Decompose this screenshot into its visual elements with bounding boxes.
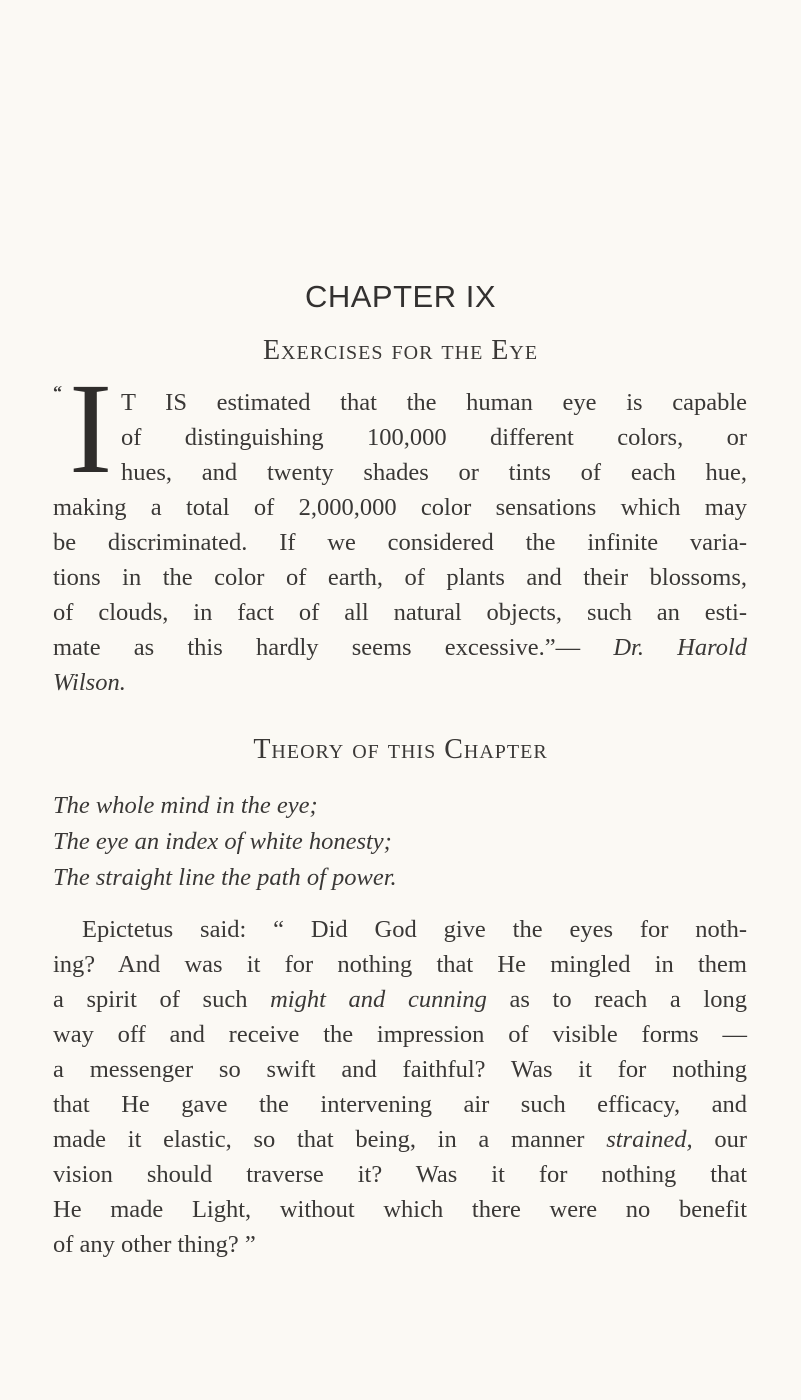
body-line-text: made it elastic, so that being, in a manner (53, 1126, 607, 1153)
epigraph-line: tions in the color of earth, of plants and their blossoms, (53, 564, 747, 591)
body-paragraph (53, 912, 747, 1262)
epigraph-line: be discriminated. If we considered the infinite varia- (53, 529, 747, 556)
body-line: a messenger so swift and faithful? Was it for nothing (53, 1056, 747, 1083)
theory-title: Theory of this Chapter (253, 734, 548, 765)
chapter-heading: CHAPTER IX (304, 279, 497, 314)
epigraph-attribution-continued (53, 665, 747, 700)
body-line: He made Light, without which there were no benefit (53, 1196, 747, 1223)
body-line-text: our (692, 1126, 747, 1153)
epigraph-line: of clouds, in fact of all natural objects, such an esti- (53, 599, 747, 626)
verse-line: The whole mind in the eye; (53, 792, 318, 819)
body-line: Epictetus said: “ Did God give the eyes for noth- (82, 916, 747, 943)
epigraph-line-text: mate as this hardly seems excessive.”— (53, 634, 614, 661)
body-emphasis: strained, (606, 1126, 693, 1153)
body-line: ing? And was it for nothing that He mingled in them (53, 951, 747, 978)
epigraph-line: of distinguishing 100,000 different colors, or (121, 424, 747, 451)
verse-line: The eye an index of white honesty; (53, 828, 392, 855)
body-line: way off and receive the impression of visible forms — (53, 1021, 747, 1048)
body-line (53, 982, 747, 1017)
body-emphasis: might and cunning (270, 986, 487, 1013)
epigraph-line: T IS estimated that the human eye is capable (121, 389, 747, 416)
body-line-text: a spirit of such (53, 986, 271, 1013)
epigraph-attribution: Dr. Harold (613, 634, 747, 661)
body-line: vision should traverse it? Was it for nothing that (53, 1161, 747, 1188)
epigraph-line: making a total of 2,000,000 color sensations which may (53, 494, 747, 521)
body-line: of any other thing? ” (53, 1231, 256, 1258)
body-line: that He gave the intervening air such efficacy, and (53, 1091, 747, 1118)
verse-line: The straight line the path of power. (53, 864, 397, 891)
drop-cap-letter: I (69, 357, 113, 501)
body-line (53, 1122, 747, 1157)
epigraph-line: hues, and twenty shades or tints of each hue, (121, 459, 747, 486)
epigraph-attribution-name: Wilson. (53, 669, 126, 696)
opening-quote-mark: “ (53, 382, 62, 402)
epigraph-paragraph (53, 385, 747, 700)
body-line-text: as to reach a long (486, 986, 747, 1013)
epigraph-line-last (53, 630, 747, 665)
section-title: Exercises for the Eye (262, 335, 539, 366)
theory-verse (53, 788, 747, 896)
